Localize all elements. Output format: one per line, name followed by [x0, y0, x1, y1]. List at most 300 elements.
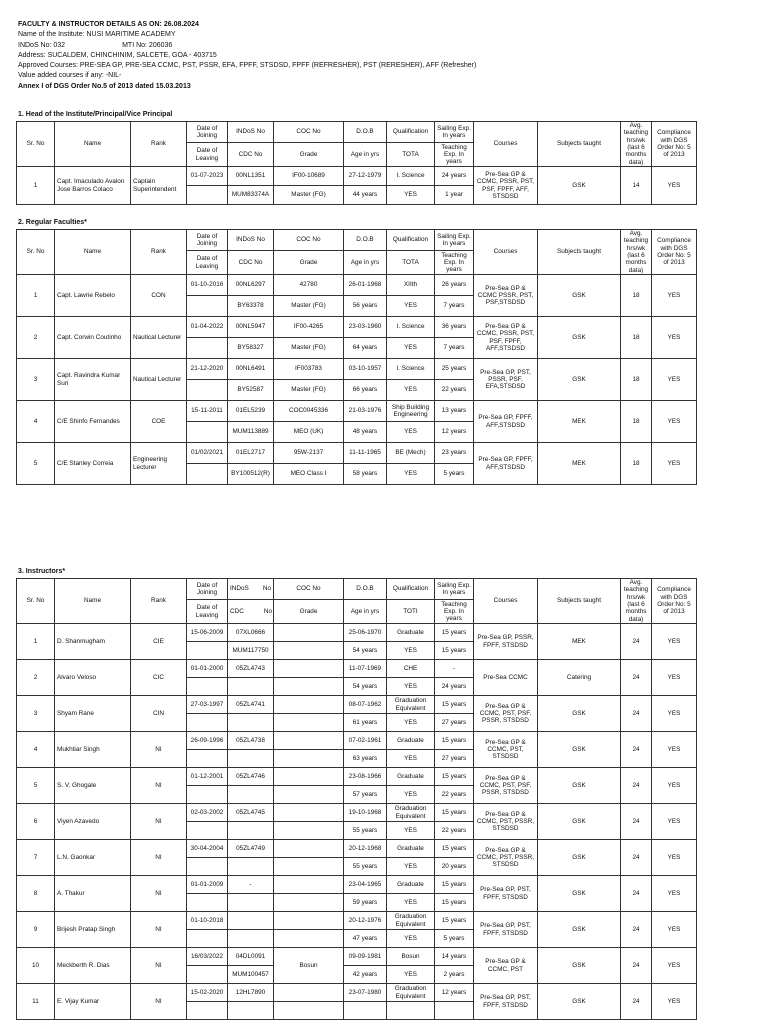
- cell-age: 54 years: [344, 642, 387, 660]
- cell-age: 66 years: [344, 380, 387, 401]
- cell-avg-hours: 24: [621, 804, 652, 840]
- col-grade: Grade: [274, 599, 344, 623]
- cell-courses: Pre-Sea GP & CCMC, PST, PSSR, STSDSD: [474, 840, 538, 876]
- cell-date-joining: 01-12-2001: [187, 768, 228, 786]
- cell-age: 61 years: [344, 714, 387, 732]
- table-row: [17, 948, 751, 966]
- cell-age: 44 years: [344, 186, 387, 205]
- cell-age: [344, 1002, 387, 1020]
- indos-number: INDoS No: 032: [18, 41, 66, 49]
- cell-grade: Master (FG): [274, 296, 344, 317]
- col-training: TOTA: [387, 250, 435, 274]
- header-row: [17, 579, 751, 600]
- col-dob: D.O.B: [344, 122, 387, 143]
- cell-qualification: Graduate: [387, 624, 435, 642]
- cell-courses: Pre-Sea GP, FPFF, AFF,STSDSD: [474, 443, 538, 485]
- cell-sailing-exp: 23 years: [435, 443, 474, 464]
- cell-srno: 8: [17, 876, 55, 912]
- col-srno: Sr. No: [17, 122, 55, 167]
- cell-teaching-exp: 24 years: [435, 678, 474, 696]
- cell-dob: 11-11-1965: [344, 443, 387, 464]
- cell-name: Viyen Azavedo: [55, 804, 131, 840]
- cell-grade: [274, 714, 344, 732]
- cell-dob: 23-03-1960: [344, 317, 387, 338]
- cell-coc: COC0045336: [274, 401, 344, 422]
- cell-name: Meckberth R. Dias: [55, 948, 131, 984]
- cell-cdc: [228, 678, 274, 696]
- cell-compliance: YES: [652, 443, 697, 485]
- cell-teaching-exp: 5 years: [435, 464, 474, 485]
- cell-qualification: Graduation Equivalent: [387, 912, 435, 930]
- cell-avg-hours: 24: [621, 840, 652, 876]
- cell-sailing-exp: 14 years: [435, 948, 474, 966]
- cell-coc: 42780: [274, 275, 344, 296]
- cell-qualification: BE (Mech): [387, 443, 435, 464]
- col-teaching-exp: Teaching Exp. In years: [435, 142, 474, 166]
- col-avg-hours: Avg. teaching hrs/wk (last 6 months data): [621, 579, 652, 624]
- cell-cdc: MUM117750: [228, 642, 274, 660]
- cell-qualification: I. Science: [387, 167, 435, 186]
- cell-coc: [274, 624, 344, 642]
- cell-date-leaving: [187, 714, 228, 732]
- cell-srno: 7: [17, 840, 55, 876]
- cell-avg-hours: 24: [621, 732, 652, 768]
- cell-rank: NI: [131, 768, 187, 804]
- cell-sailing-exp: 15 years: [435, 804, 474, 822]
- cell-rank: Captain Superintendent: [131, 167, 187, 205]
- table-row: [17, 660, 751, 678]
- mti-number: MTI No: 206036: [122, 41, 173, 49]
- cell-teaching-exp: 2 years: [435, 966, 474, 984]
- cell-name: Capt. Imaculado Avalon Jose Barros Colaco: [55, 167, 131, 205]
- cell-indos: 01EL2717: [228, 443, 274, 464]
- cell-sailing-exp: 15 years: [435, 768, 474, 786]
- cell-compliance: YES: [652, 696, 697, 732]
- cell-rank: NI: [131, 984, 187, 1020]
- cell-courses: Pre-Sea GP & CCMC, PST, PSSR, STSDSD: [474, 804, 538, 840]
- cell-qualification: Ship Building Engineering: [387, 401, 435, 422]
- table-row: [17, 167, 751, 186]
- col-dob: D.O.B: [344, 579, 387, 600]
- cell-grade: Master (FG): [274, 186, 344, 205]
- cell-training: YES: [387, 894, 435, 912]
- col-courses: Courses: [474, 230, 538, 275]
- col-age: Age in yrs: [344, 599, 387, 623]
- cell-cdc: [228, 822, 274, 840]
- cell-age: 47 years: [344, 930, 387, 948]
- col-sailing-exp: Sailing Exp. In years: [435, 230, 474, 251]
- cell-compliance: YES: [652, 401, 697, 443]
- cell-compliance: YES: [652, 768, 697, 804]
- cell-courses: Pre-Sea GP, PST, FPFF, STSDSD: [474, 876, 538, 912]
- cell-courses: Pre-Sea GP & CCMC, PST: [474, 948, 538, 984]
- cell-training: YES: [387, 296, 435, 317]
- cell-courses: Pre-Sea GP, FPFF, AFF,STSDSD: [474, 401, 538, 443]
- cell-sailing-exp: 15 years: [435, 912, 474, 930]
- cell-srno: 6: [17, 804, 55, 840]
- cell-qualification: CHE: [387, 660, 435, 678]
- cell-grade: Master (FG): [274, 380, 344, 401]
- cell-srno: 10: [17, 948, 55, 984]
- cell-compliance: YES: [652, 732, 697, 768]
- cell-training: YES: [387, 930, 435, 948]
- cell-rank: Nautical Lecturer: [131, 359, 187, 401]
- cell-date-leaving: [187, 678, 228, 696]
- cell-training: YES: [387, 750, 435, 768]
- cell-subjects: MEK: [538, 401, 621, 443]
- cell-coc: [274, 768, 344, 786]
- cell-courses: Pre-Sea GP & CCMC, PST, PSF, PSSR, STSDSD: [474, 768, 538, 804]
- table-row: [17, 696, 751, 714]
- cell-coc: [274, 984, 344, 1002]
- cell-dob: 07-02-1961: [344, 732, 387, 750]
- cell-training: YES: [387, 786, 435, 804]
- cell-qualification: Graduation Equivalent: [387, 804, 435, 822]
- regular-faculty-table: [16, 229, 751, 485]
- col-subjects: Subjects taught: [538, 579, 621, 624]
- cell-subjects: Catering: [538, 660, 621, 696]
- cell-srno: 1: [17, 167, 55, 205]
- cell-avg-hours: 24: [621, 624, 652, 660]
- col-srno: Sr. No: [17, 579, 55, 624]
- cell-indos: 07XL0666: [228, 624, 274, 642]
- cell-date-leaving: [187, 380, 228, 401]
- cell-indos: 00NL5947: [228, 317, 274, 338]
- cell-cdc: BY58327: [228, 338, 274, 359]
- col-grade: Grade: [274, 142, 344, 166]
- cell-courses: Pre-Sea GP & CCMC PSSR, PST, PSF,STSDSD: [474, 275, 538, 317]
- cell-indos: [228, 912, 274, 930]
- cell-rank: CIN: [131, 696, 187, 732]
- cell-srno: 3: [17, 696, 55, 732]
- cell-age: 56 years: [344, 296, 387, 317]
- cell-coc: 95W-2137: [274, 443, 344, 464]
- cell-compliance: YES: [652, 167, 697, 205]
- cell-rank: NI: [131, 804, 187, 840]
- cell-compliance: YES: [652, 359, 697, 401]
- cell-indos: 05ZL4749: [228, 840, 274, 858]
- cell-courses: Pre-Sea GP, PST, PSSR, PSF, EFA,STSDSD: [474, 359, 538, 401]
- cell-date-joining: 27-03-1997: [187, 696, 228, 714]
- cell-avg-hours: 24: [621, 696, 652, 732]
- cell-coc: IF003783: [274, 359, 344, 380]
- col-training: TOTI: [387, 599, 435, 623]
- col-rank: Rank: [131, 579, 187, 624]
- cell-teaching-exp: 15 years: [435, 642, 474, 660]
- cell-name: Alvaro Veloso: [55, 660, 131, 696]
- cell-avg-hours: 24: [621, 984, 652, 1020]
- cell-compliance: YES: [652, 840, 697, 876]
- cell-dob: 19-10-1968: [344, 804, 387, 822]
- col-name: Name: [55, 579, 131, 624]
- cell-qualification: Graduate: [387, 840, 435, 858]
- cell-indos: 04DL0091: [228, 948, 274, 966]
- col-subjects: Subjects taught: [538, 230, 621, 275]
- cell-grade: [274, 1002, 344, 1020]
- cell-grade: [274, 894, 344, 912]
- col-date-leaving: Date of Leaving: [187, 250, 228, 274]
- cell-grade: MEO (UK): [274, 422, 344, 443]
- cell-subjects: GSK: [538, 804, 621, 840]
- col-qualification: Qualification: [387, 230, 435, 251]
- col-teaching-exp: Teaching Exp. In years: [435, 599, 474, 623]
- cell-date-leaving: [187, 422, 228, 443]
- cell-teaching-exp: 27 years: [435, 750, 474, 768]
- cell-date-joining: 15-02-2020: [187, 984, 228, 1002]
- cell-indos: 05ZL4741: [228, 696, 274, 714]
- cell-avg-hours: 14: [621, 167, 652, 205]
- col-compliance: Compliance with DGS Order No: 5 of 2013: [652, 230, 697, 275]
- cell-avg-hours: 24: [621, 660, 652, 696]
- cell-compliance: YES: [652, 275, 697, 317]
- cell-rank: NI: [131, 948, 187, 984]
- cell-dob: 08-07-1962: [344, 696, 387, 714]
- cell-name: E. Vijay Kumar: [55, 984, 131, 1020]
- cell-teaching-exp: 7 years: [435, 338, 474, 359]
- cell-coc: IF00-10689: [274, 167, 344, 186]
- cell-coc: [274, 804, 344, 822]
- table-row: [17, 317, 751, 338]
- cell-subjects: MEK: [538, 443, 621, 485]
- cell-subjects: GSK: [538, 912, 621, 948]
- cell-date-joining: 21-12-2020: [187, 359, 228, 380]
- cell-srno: 11: [17, 984, 55, 1020]
- cell-rank: CIE: [131, 624, 187, 660]
- col-sailing-exp: Sailing Exp. In years: [435, 579, 474, 600]
- cell-sailing-exp: 15 years: [435, 624, 474, 642]
- cell-srno: 2: [17, 660, 55, 696]
- cell-age: 64 years: [344, 338, 387, 359]
- document-title: FACULTY & INSTRUCTOR DETAILS AS ON: 26.08.2024: [18, 21, 199, 28]
- document-header: [18, 20, 758, 92]
- col-subjects: Subjects taught: [538, 122, 621, 167]
- cell-subjects: GSK: [538, 948, 621, 984]
- col-cdc: CDC No: [228, 250, 274, 274]
- cell-compliance: YES: [652, 912, 697, 948]
- cell-date-joining: 15-06-2009: [187, 624, 228, 642]
- cell-age: 57 years: [344, 786, 387, 804]
- cell-grade: MEO Class I: [274, 464, 344, 485]
- cell-date-joining: 01-01-2000: [187, 660, 228, 678]
- cell-cdc: [228, 714, 274, 732]
- cell-qualification: XIIth: [387, 275, 435, 296]
- cell-courses: Pre-Sea GP & CCMC, PSSR, PST, PSF, FPFF, AFF, STSDSD: [474, 167, 538, 205]
- cell-cdc: [228, 786, 274, 804]
- cell-cdc: MUM83374A: [228, 186, 274, 205]
- cell-rank: CON: [131, 275, 187, 317]
- cell-sailing-exp: -: [435, 660, 474, 678]
- cell-indos: 05ZL4743: [228, 660, 274, 678]
- col-date-joining: Date of Joining: [187, 230, 228, 251]
- section-instructors-title: 3. Instructors*: [18, 568, 66, 575]
- cell-teaching-exp: 20 years: [435, 858, 474, 876]
- table-row: [17, 732, 751, 750]
- cell-name: C/E Stanley Correia: [55, 443, 131, 485]
- table-row: [17, 876, 751, 894]
- cell-date-leaving: [187, 786, 228, 804]
- cell-teaching-exp: 7 years: [435, 296, 474, 317]
- cell-srno: 4: [17, 732, 55, 768]
- cell-compliance: YES: [652, 624, 697, 660]
- cell-name: S. V. Ghogale: [55, 768, 131, 804]
- cell-training: YES: [387, 380, 435, 401]
- cell-srno: 1: [17, 624, 55, 660]
- cell-name: Shyam Rane: [55, 696, 131, 732]
- cell-date-leaving: [187, 894, 228, 912]
- cell-coc: Bosun: [274, 948, 344, 984]
- cell-teaching-exp: 27 years: [435, 714, 474, 732]
- cell-qualification: Graduate: [387, 768, 435, 786]
- cell-date-joining: 01/02/2021: [187, 443, 228, 464]
- cell-age: 55 years: [344, 858, 387, 876]
- cell-coc: [274, 660, 344, 678]
- cell-date-leaving: [187, 642, 228, 660]
- cell-coc: [274, 912, 344, 930]
- cell-compliance: YES: [652, 317, 697, 359]
- instructors-table: [16, 578, 751, 1020]
- cell-indos: 05ZL4738: [228, 732, 274, 750]
- cell-grade: [274, 786, 344, 804]
- cell-courses: Pre-Sea CCMC: [474, 660, 538, 696]
- institute-name: Name of the Institute: NUSI MARITIME ACADEMY: [18, 31, 176, 39]
- table-row: [17, 443, 751, 464]
- cell-sailing-exp: 15 years: [435, 840, 474, 858]
- cell-courses: Pre-Sea GP, PSSR, FPFF, STSDSD: [474, 624, 538, 660]
- col-indos-no: No: [262, 585, 271, 593]
- table-row: [17, 275, 751, 296]
- col-compliance: Compliance with DGS Order No: 5 of 2013: [652, 579, 697, 624]
- cell-teaching-exp: 15 years: [435, 894, 474, 912]
- cell-training: [387, 1002, 435, 1020]
- cell-rank: NI: [131, 876, 187, 912]
- cell-training: YES: [387, 822, 435, 840]
- cell-qualification: Bosun: [387, 948, 435, 966]
- table-row: [17, 912, 751, 930]
- cell-avg-hours: 18: [621, 317, 652, 359]
- cell-date-leaving: [187, 464, 228, 485]
- cell-subjects: GSK: [538, 317, 621, 359]
- table-row: [17, 359, 751, 380]
- cell-age: 55 years: [344, 822, 387, 840]
- institute-address: Address: SUCALDEM, CHINCHINIM, SALCETE, GOA - 403715: [18, 51, 217, 59]
- cell-indos: 05ZL4745: [228, 804, 274, 822]
- col-teaching-exp: Teaching Exp. In years: [435, 250, 474, 274]
- cell-compliance: YES: [652, 948, 697, 984]
- cell-avg-hours: 18: [621, 275, 652, 317]
- col-coc: COC No: [274, 122, 344, 143]
- indos-mti-line: [18, 41, 758, 51]
- cell-dob: 23-08-1966: [344, 768, 387, 786]
- cell-cdc: [228, 858, 274, 876]
- cell-name: Capt. Ravindra Kumar Suri: [55, 359, 131, 401]
- annex-reference: Annex I of DGS Order No.5 of 2013 dated 15.03.2013: [18, 82, 191, 90]
- cell-grade: [274, 822, 344, 840]
- table-row: [17, 804, 751, 822]
- cell-srno: 4: [17, 401, 55, 443]
- cell-name: Capt. Lawrie Rebelo: [55, 275, 131, 317]
- cell-teaching-exp: 22 years: [435, 380, 474, 401]
- cell-subjects: GSK: [538, 359, 621, 401]
- cell-indos: 00NL6491: [228, 359, 274, 380]
- cell-date-joining: 01-10-2016: [187, 275, 228, 296]
- cell-dob: 20-12-1968: [344, 840, 387, 858]
- cell-name: C/E Shinfo Fernandes: [55, 401, 131, 443]
- cell-subjects: GSK: [538, 840, 621, 876]
- col-cdc-no: No: [263, 607, 273, 615]
- cell-rank: Nautical Lecturer: [131, 317, 187, 359]
- col-dob: D.O.B: [344, 230, 387, 251]
- cell-name: Mukhtiar Singh: [55, 732, 131, 768]
- col-avg-hours: Avg. teaching hrs/wk (last 6 months data): [621, 230, 652, 275]
- table-row: [17, 984, 751, 1002]
- cell-training: YES: [387, 464, 435, 485]
- col-srno: Sr. No: [17, 230, 55, 275]
- cell-courses: Pre-Sea GP & CCMC, PST, STSDSD: [474, 732, 538, 768]
- cell-srno: 5: [17, 443, 55, 485]
- cell-sailing-exp: 15 years: [435, 696, 474, 714]
- cell-date-leaving: [187, 858, 228, 876]
- cell-teaching-exp: [435, 1002, 474, 1020]
- cell-training: YES: [387, 966, 435, 984]
- cell-coc: [274, 696, 344, 714]
- cell-cdc: BY52587: [228, 380, 274, 401]
- section-regular-title: 2. Regular Faculties*: [18, 219, 87, 226]
- cell-subjects: GSK: [538, 167, 621, 205]
- col-courses: Courses: [474, 122, 538, 167]
- section-head-title: 1. Head of the Institute/Principal/Vice Principal: [18, 111, 173, 118]
- cell-courses: Pre-Sea GP, PST, FPFF, STSDSD: [474, 912, 538, 948]
- cell-age: 54 years: [344, 678, 387, 696]
- col-qualification: Qualification: [387, 579, 435, 600]
- cell-srno: 3: [17, 359, 55, 401]
- cell-courses: Pre-Sea GP & CCMC, PST, PSF, PSSR, STSDSD: [474, 696, 538, 732]
- cell-date-joining: 02-03-2002: [187, 804, 228, 822]
- cell-coc: IF00-4265: [274, 317, 344, 338]
- table-row: [17, 840, 751, 858]
- cell-cdc: MUM100457: [228, 966, 274, 984]
- col-coc: COC No: [274, 579, 344, 600]
- cell-date-joining: 01-07-2023: [187, 167, 228, 186]
- cell-teaching-exp: 22 years: [435, 786, 474, 804]
- cell-grade: [274, 930, 344, 948]
- cell-rank: COE: [131, 401, 187, 443]
- cell-compliance: YES: [652, 984, 697, 1020]
- col-coc: COC No: [274, 230, 344, 251]
- col-age: Age in yrs: [344, 250, 387, 274]
- cell-cdc: MUM113889: [228, 422, 274, 443]
- cell-subjects: GSK: [538, 696, 621, 732]
- cell-age: 59 years: [344, 894, 387, 912]
- col-indos-label: INDoS: [230, 585, 249, 593]
- cell-dob: 03-10-1957: [344, 359, 387, 380]
- cell-rank: NI: [131, 732, 187, 768]
- cell-sailing-exp: 15 years: [435, 732, 474, 750]
- col-date-leaving: Date of Leaving: [187, 142, 228, 166]
- cell-date-joining: 01-04-2022: [187, 317, 228, 338]
- col-indos: INDoS No: [228, 122, 274, 143]
- cell-date-leaving: [187, 1002, 228, 1020]
- cell-name: D. Shanmugham: [55, 624, 131, 660]
- cell-sailing-exp: 13 years: [435, 401, 474, 422]
- cell-sailing-exp: 36 years: [435, 317, 474, 338]
- cell-compliance: YES: [652, 804, 697, 840]
- cell-sailing-exp: 24 years: [435, 167, 474, 186]
- col-cdc-label: CDC: [230, 607, 244, 615]
- cell-qualification: Graduate: [387, 876, 435, 894]
- cell-cdc: [228, 930, 274, 948]
- col-name: Name: [55, 122, 131, 167]
- cell-age: 48 years: [344, 422, 387, 443]
